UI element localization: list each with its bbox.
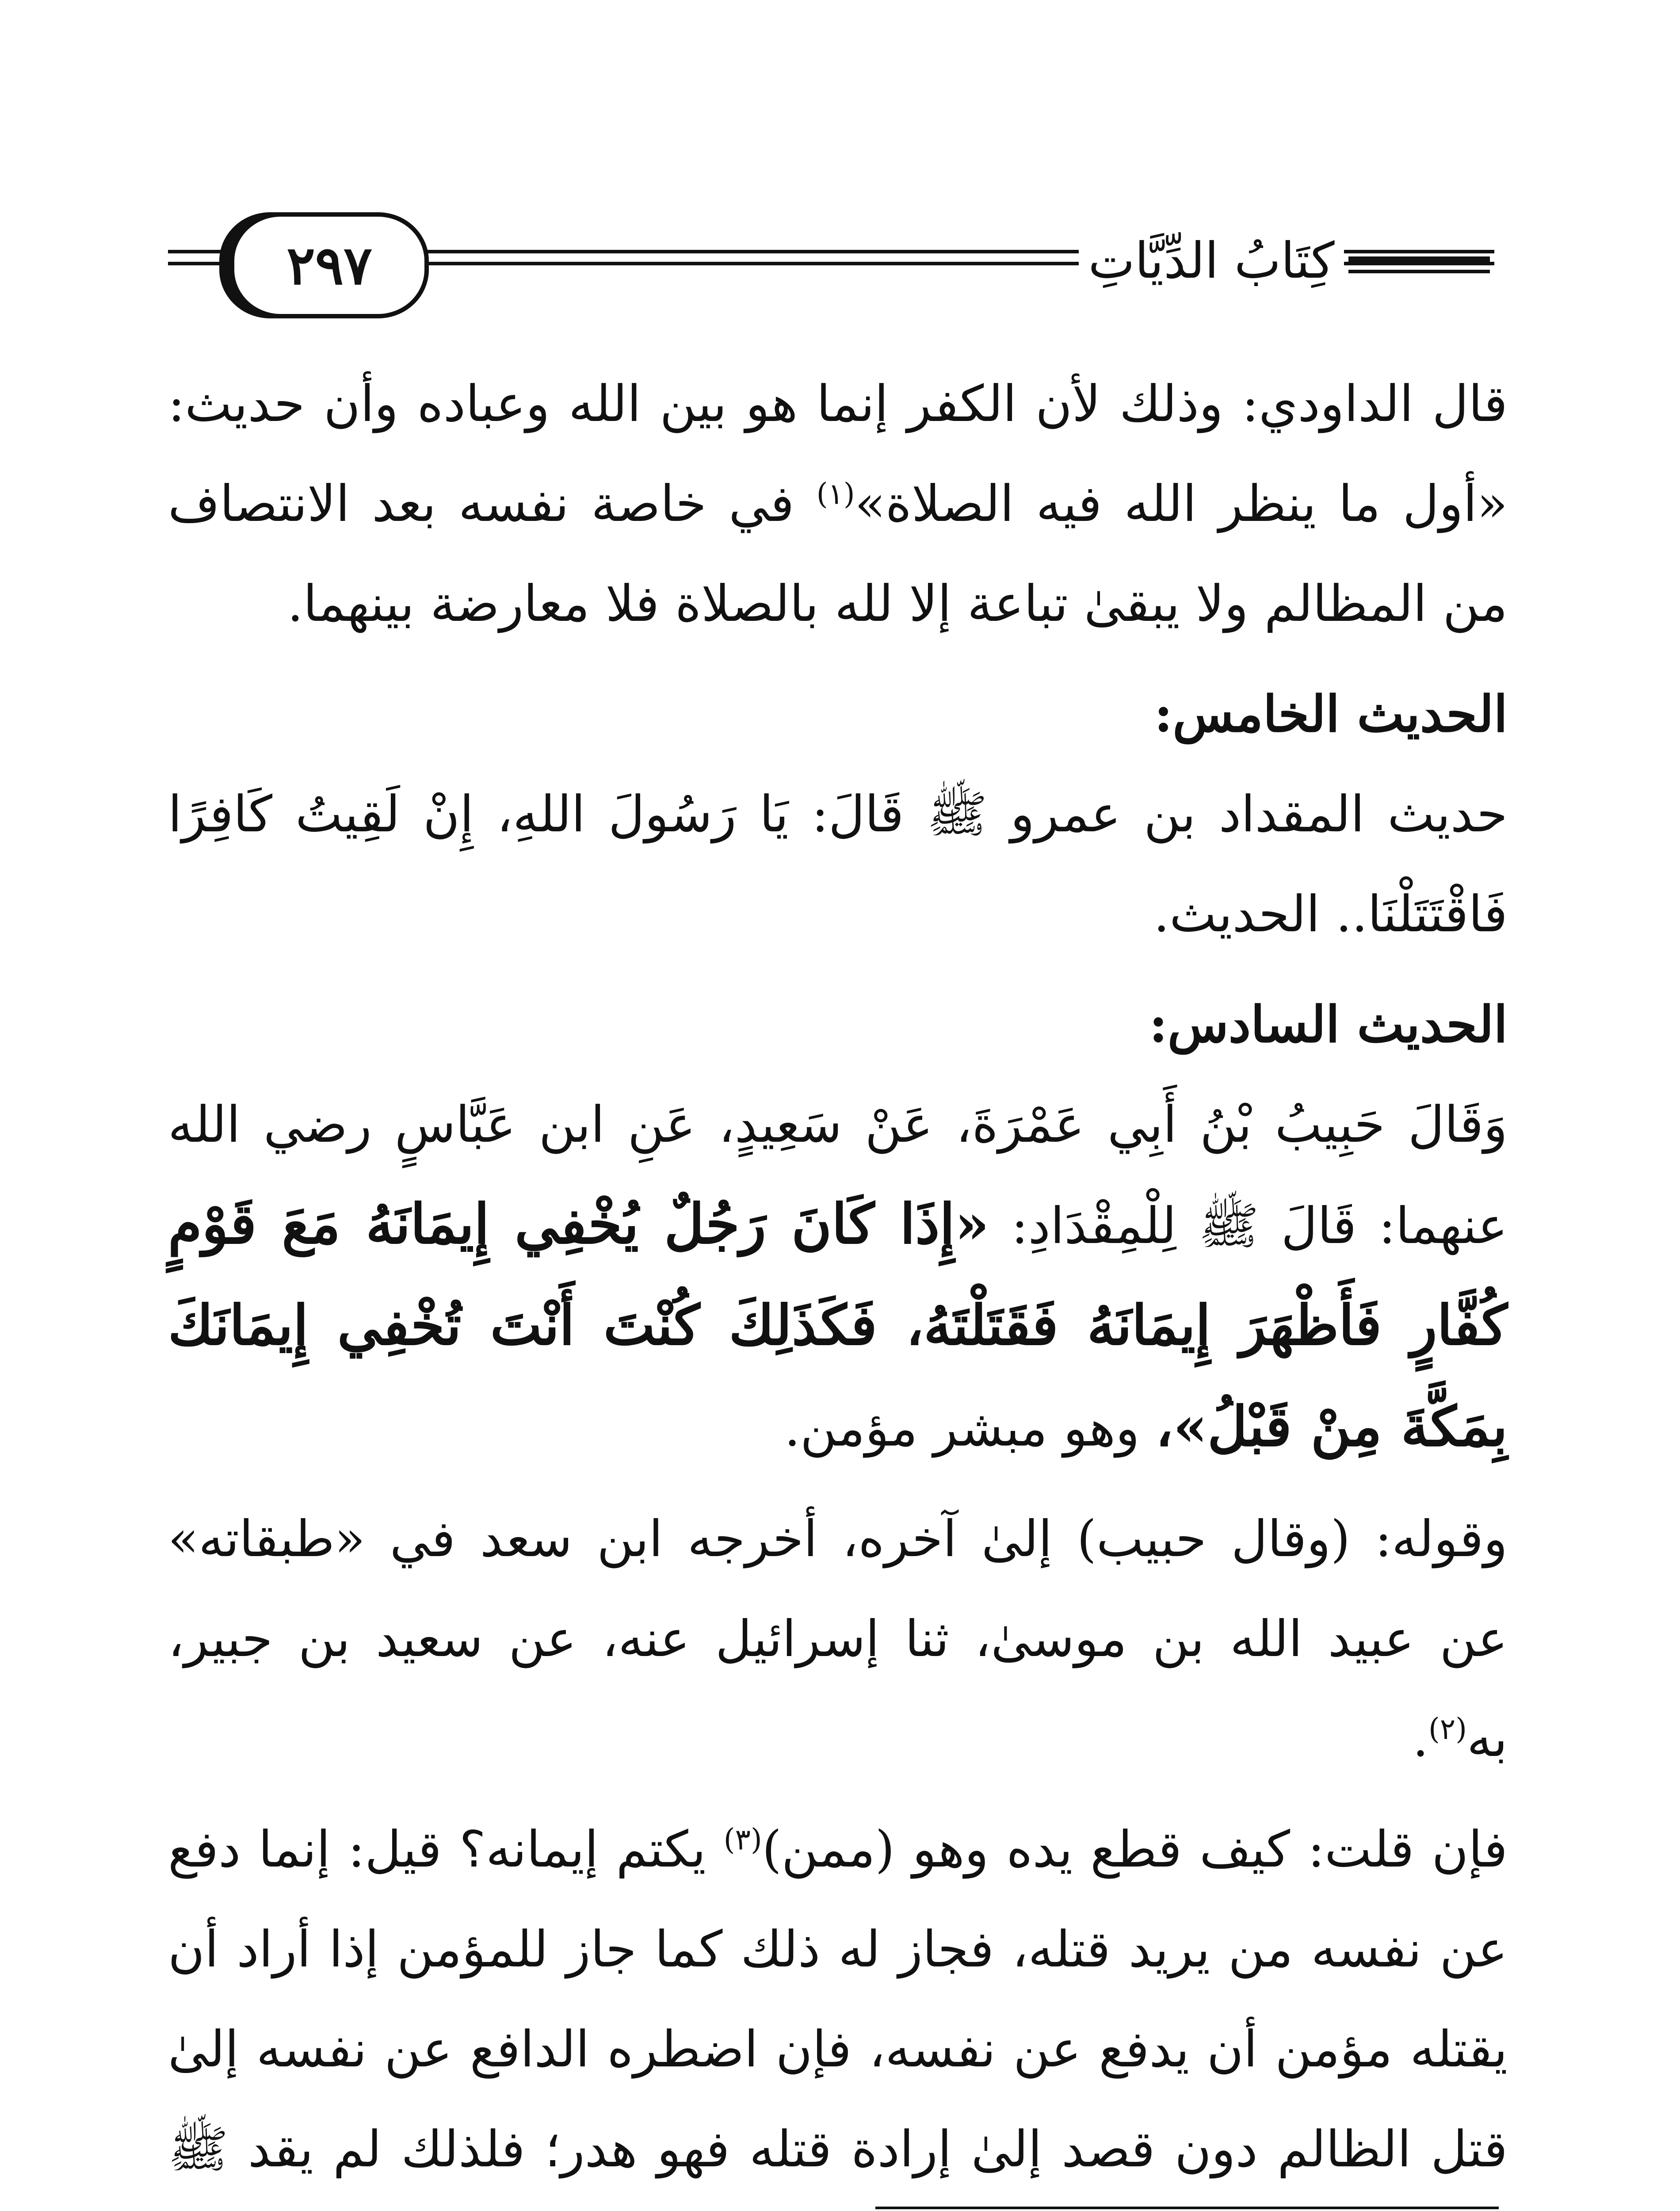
footnote-ref: (١) xyxy=(816,477,855,511)
page-number: ٢٩٧ xyxy=(230,212,429,318)
header-rule-right xyxy=(1348,256,1490,262)
running-title: كِتَابُ الدِّيَّاتِ xyxy=(1079,217,1344,305)
heading-hadith-5: الحديث الخامس: xyxy=(1154,685,1508,743)
paragraph-dawoodi: قال الداودي: وذلك لأن الكفر إنما هو بين الله وعباده وأن حديث: «أول ما ينظر الله فيه الصلاة»$^{(١)}$ في خاصة نفسه بعد الانتصاف من المظالم ولا يبقىٰ تباعة إلا لله بالصلاة فلا معارضة بينهما. xyxy=(168,375,1508,633)
header-rule-right xyxy=(1348,270,1490,273)
paragraph-hadith-6: وَقَالَ حَبِيبُ بْنُ أَبِي عَمْرَةَ، عَنْ سَعِيدٍ، عَنِ ابن عَبَّاسٍ رضي الله عنهما: قَالَ ﷺ لِلْمِقْدَادِ: «إِذَا كَانَ رَجُلٌ يُخْفِي إِيمَانَهُ مَعَ قَوْمٍ كُفَّارٍ فَأَظْهَرَ إِيمَانَهُ فَقَتَلْتَهُ، فَكَذَلِكَ كُنْتَ أَنْتَ تُخْفِي إِيمَانَكَ بِمَكَّةَ مِنْ قَبْلُ»، وهو مبشر مؤمن. xyxy=(168,1095,1508,1459)
hadith-quote: «إِذَا كَانَ رَجُلٌ يُخْفِي إِيمَانَهُ مَعَ قَوْمٍ كُفَّارٍ فَأَظْهَرَ إِيمَانَهُ فَقَتَلْتَهُ، فَكَذَلِكَ كُنْتَ أَنْتَ تُخْفِي إِيمَانَكَ بِمَكَّةَ مِنْ قَبْلُ»، xyxy=(168,1192,1508,1459)
footnote-ref: (٣) xyxy=(723,1822,762,1857)
footnote-ref: (٢) xyxy=(1428,1712,1467,1746)
main-text xyxy=(168,354,1508,2211)
paragraph-question: فإن قلت: كيف قطع يده وهو (ممن)$^{(٣)}$ يكتم إيمانه؟ قيل: إنما دفع عن نفسه من يريد قتله، فجاز له ذلك كما جاز للمؤمن إذا أراد أن يقتله مؤمن أن يدفع عن نفسه، فإن اضطره الدافع عن نفسه إلىٰ قتل الظالم دون قصد إلىٰ إرادة قتله فهو هدر؛ فلذلك لم يقد ﷺ xyxy=(168,1820,1508,2178)
paragraph-hadith-5: حديث المقداد بن عمرو ﷺ قَالَ: يَا رَسُولَ اللهِ، إِنْ لَقِيتُ كَافِرًا فَاقْتَتَلْنَا.. الحديث. xyxy=(168,785,1508,943)
paragraph-takhrij: وقوله: (وقال حبيب) إلىٰ آخره، أخرجه ابن سعد في «طبقاته» عن عبيد الله بن موسىٰ، ثنا إسرائيل عنه، عن سعيد بن جبير، به$^{(٢)}$. xyxy=(168,1510,1508,1768)
heading-hadith-6: الحديث السادس: xyxy=(1149,995,1508,1054)
page-header xyxy=(168,199,1490,314)
footnote-separator xyxy=(875,2207,1499,2209)
